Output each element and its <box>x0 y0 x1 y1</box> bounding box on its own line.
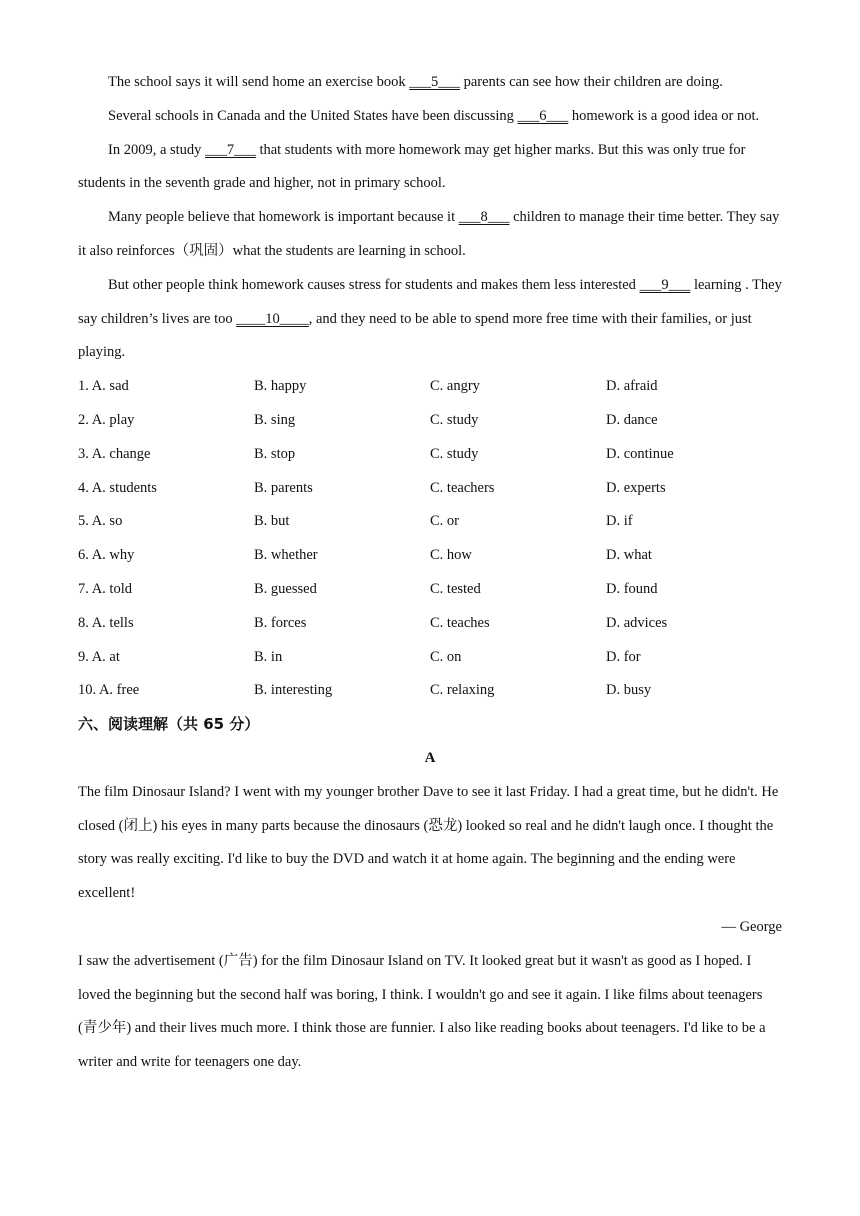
option-10b[interactable]: B. interesting <box>254 682 333 699</box>
option-3c[interactable]: C. study <box>430 445 479 462</box>
text: , and they need to be able to spend more free time with their families, or just playing. <box>78 310 752 361</box>
blank-7[interactable]: ___7___ <box>205 141 256 158</box>
option-row-3 <box>78 438 782 472</box>
text: Several schools in Canada and the United States have been discussing <box>108 107 518 124</box>
option-8b[interactable]: B. forces <box>254 614 307 631</box>
option-4c[interactable]: C. teachers <box>430 479 495 496</box>
option-3b[interactable]: B. stop <box>254 445 296 462</box>
text: In 2009, a study <box>108 141 206 158</box>
blank-6[interactable]: ___6___ <box>517 107 569 124</box>
option-row-1 <box>78 370 782 404</box>
option-row-8 <box>78 607 782 641</box>
option-7b[interactable]: B. guessed <box>254 580 317 597</box>
option-10c[interactable]: C. relaxing <box>430 682 495 699</box>
option-3a[interactable]: 3. A. change <box>78 445 151 462</box>
option-row-6 <box>78 539 782 573</box>
option-row-5 <box>78 505 782 539</box>
option-9c[interactable]: C. on <box>430 648 462 665</box>
option-row-10 <box>78 674 782 708</box>
option-1c[interactable]: C. angry <box>430 378 480 395</box>
text: But other people think homework causes stress for students and makes them less interested <box>108 276 640 293</box>
text: children to manage their time better. They say it also reinforces（巩固）what the students are learning in school. <box>78 209 780 259</box>
option-row-2 <box>78 404 782 438</box>
option-7a[interactable]: 7. A. told <box>78 580 132 597</box>
text: that students with more homework may get higher marks. But this was only true for students in the seventh grade and higher, not in primary school. <box>78 141 746 192</box>
option-5d[interactable]: D. if <box>606 513 633 530</box>
blank-10[interactable]: ____10____ <box>236 310 309 327</box>
text: learning . They say children’s lives are too <box>78 276 782 327</box>
option-2d[interactable]: D. dance <box>606 411 658 428</box>
text: The school says it will send home an exercise book <box>108 74 410 90</box>
section-title: 六、阅读理解（共 65 分） <box>78 715 260 734</box>
option-5a[interactable]: 5. A. so <box>78 513 123 530</box>
option-row-9 <box>78 641 782 675</box>
review-1: The film Dinosaur Island? I went with my younger brother Dave to see it last Friday. I had a great time, but he didn't. He closed (闭上) his eyes in many parts because the dinosaurs (恐龙) looked so real and he didn't laugh once. I thought the story was really exciting. I'd like to buy the DVD and watch it at home again. The beginning and the ending were excellent! <box>78 783 779 902</box>
option-5b[interactable]: B. but <box>254 513 290 530</box>
option-10d[interactable]: D. busy <box>606 682 652 699</box>
blank-9[interactable]: ___9___ <box>639 276 691 293</box>
blank-8[interactable]: ___8___ <box>458 209 510 226</box>
option-9b[interactable]: B. in <box>254 648 283 665</box>
option-2c[interactable]: C. study <box>430 411 479 428</box>
option-5c[interactable]: C. or <box>430 513 459 530</box>
option-6a[interactable]: 6. A. why <box>78 547 135 564</box>
review-2: I saw the advertisement (广告) for the film Dinosaur Island on TV. It looked great but it wasn't as good as I hoped. I loved the beginning but the second half was boring, I think. I wouldn't go and see it again. I like films about teenagers (青少年) and their lives much more. I think those are funnier. I also like reading books about teenagers. I'd like to be a writer and write for teenagers one day. <box>78 952 766 1071</box>
option-7d[interactable]: D. found <box>606 580 658 597</box>
option-4b[interactable]: B. parents <box>254 479 313 496</box>
text: Many people believe that homework is important because it <box>108 209 459 226</box>
option-9d[interactable]: D. for <box>606 648 641 665</box>
cloze-paragraph-5 <box>78 269 782 370</box>
option-9a[interactable]: 9. A. at <box>78 648 120 665</box>
cloze-paragraph-2 <box>78 100 782 134</box>
options-list <box>78 370 782 708</box>
option-6c[interactable]: C. how <box>430 547 472 564</box>
option-3d[interactable]: D. continue <box>606 445 674 462</box>
cloze-paragraph-3 <box>78 134 782 202</box>
cloze-paragraph-4 <box>78 201 782 269</box>
option-row-4 <box>78 472 782 506</box>
blank-5[interactable]: ___5___ <box>409 74 460 90</box>
option-8c[interactable]: C. teaches <box>430 614 490 631</box>
document-page <box>78 66 782 1080</box>
option-7c[interactable]: C. tested <box>430 580 481 597</box>
option-row-7 <box>78 573 782 607</box>
option-10a[interactable]: 10. A. free <box>78 682 140 699</box>
option-6b[interactable]: B. whether <box>254 547 318 564</box>
option-2b[interactable]: B. sing <box>254 411 296 428</box>
option-1d[interactable]: D. afraid <box>606 378 658 395</box>
option-1b[interactable]: B. happy <box>254 378 307 395</box>
cloze-paragraph-1 <box>78 66 782 100</box>
passage-heading: A <box>424 749 436 766</box>
option-6d[interactable]: D. what <box>606 547 652 564</box>
option-4a[interactable]: 4. A. students <box>78 479 157 496</box>
option-8d[interactable]: D. advices <box>606 614 668 631</box>
option-2a[interactable]: 2. A. play <box>78 411 135 428</box>
text: parents can see how their children are doing. <box>459 74 723 90</box>
option-1a[interactable]: 1. A. sad <box>78 378 129 395</box>
text: homework is a good idea or not. <box>568 107 760 124</box>
review-1-signature: — George <box>721 918 782 935</box>
option-4d[interactable]: D. experts <box>606 479 666 496</box>
option-8a[interactable]: 8. A. tells <box>78 614 134 631</box>
